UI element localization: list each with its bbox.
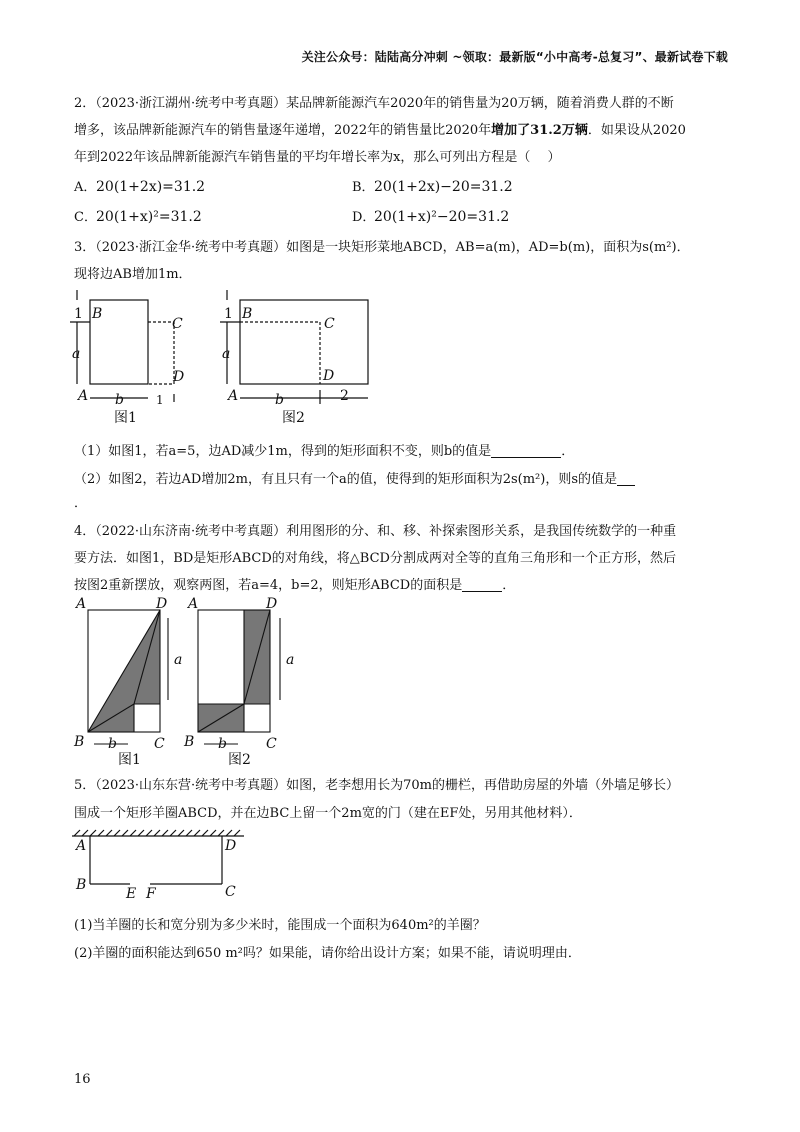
q4-fig1-label-C: C [154,736,165,752]
q3-fig2-rect [240,300,368,384]
q3-line2: 现将边AB增加1m． [74,267,192,282]
q4-fig2-label-C: C [266,736,277,752]
q4-fig1-label-D: D [156,596,168,612]
q3-fig1-label-A: A [78,388,89,404]
option-label: D． [352,210,376,225]
q4-figures [64,596,314,766]
q3-fig2-label-A: A [228,388,239,404]
q3-fig2-label-a: a [222,346,231,362]
q5-label-B: B [76,877,87,893]
q2-option-c[interactable] [74,206,202,225]
q4-fig1-caption: 图1 [118,752,141,766]
q5-wall-hatch [74,830,240,836]
q2-line3: 年到2022年该品牌新能源汽车销售量的平均年增长率为x，那么可列出方程是（ ） [74,150,561,165]
q5-sub1: (1)当羊圈的长和宽分别为多少米时，能围成一个面积为640m²的羊圈？ [74,918,486,933]
q3-sub1 [74,438,734,465]
q2-line2-bold: 增加了31.2万辆 [491,123,588,138]
q3-sub1-end: ． [561,444,575,459]
option-expr: 20(1+2x)=31.2 [96,179,206,195]
q4-fig1-label-a: a [174,652,183,668]
option-expr: 20(1+2x)−20=31.2 [374,179,513,195]
option-expr: 20(1+x)²−20=31.2 [374,209,510,225]
q3-fig1-label-b: b [115,392,124,408]
q4-line3-text: 按图2重新摆放，观察两图，若a=4，b=2，则矩形ABCD的面积是 [74,578,463,593]
q4-fig1-label-B: B [74,734,85,750]
q3-fig2-label-D: D [323,368,335,384]
page-number: 16 [74,1072,91,1087]
q5-figure [66,826,256,902]
q4-fig2-label-D: D [266,596,278,612]
q3-sub1-text: （1）如图1，若a=5，边AD减少1m，得到的矩形面积不变，则b的值是 [74,444,492,459]
q3-fig2-label-b: b [275,392,284,408]
q3-figures [60,286,400,432]
q3-line1: 3．（2023·浙江金华·统考中考真题）如图是一块矩形菜地ABCD，AB=a(m)，AD=b(m)，面积为s(m²)． [74,240,690,255]
q4-fig2-label-b: b [218,736,227,752]
q4-fig2-caption: 图2 [228,752,251,766]
q4-fig2-label-a: a [286,652,295,668]
q3-fig1-label-B: B [92,306,103,322]
q3-sub2-text: （2）如图2，若边AD增加2m，有且只有一个a的值，使得到的矩形面积为2s(m²)，则s的值是 [74,472,617,487]
q3-fig1-label-1: 1 [74,306,83,322]
q5-label-F: F [146,886,156,902]
q5-label-D: D [225,838,237,854]
q5-label-E: E [126,886,137,902]
q3-fig2-label-C: C [324,316,335,332]
q3-fig2-label-2: 2 [340,388,349,404]
q4-fig2-label-A: A [188,596,199,612]
q3-fig1-dashed [148,322,174,384]
q4-blank[interactable] [462,577,502,592]
q3-fig2-label-1: 1 [224,306,233,322]
q3-fig1-label-a: a [72,346,81,362]
q3-sub2-blank[interactable] [617,471,635,486]
q2-option-a[interactable] [74,176,205,195]
q3-fig1-label-C: C [172,316,183,332]
q3-fig2-label-B: B [242,306,253,322]
q3-fig1-caption: 图1 [114,410,137,426]
q5-label-A: A [76,838,87,854]
q2-option-d[interactable] [352,206,509,225]
q3-fig1-label-1b: 1 [156,393,164,407]
q4-line3-end: ． [502,578,516,593]
q4-line3 [74,572,734,599]
q4-fig2-label-B: B [184,734,195,750]
q5-line1: 5．（2023·山东东营·统考中考真题）如图，老李想用长为70m的栅栏，再借助房屋的外墙（外墙足够长） [74,778,679,793]
option-label: C． [74,210,97,225]
option-label: B． [352,180,375,195]
q3-sub1-blank[interactable] [491,443,561,458]
q2-line2-a: 增多，该品牌新能源汽车的销售量逐年递增，2022年的销售量比2020年 [74,123,492,138]
q2-line2-c: ．如果设从2020 [587,123,686,138]
option-label: A． [74,180,97,195]
q3-fig1-label-D: D [173,369,185,385]
q3-sub2 [74,466,734,493]
q2-option-b[interactable] [352,176,513,195]
q4-line1: 4．（2022·山东济南·统考中考真题）利用图形的分、和、移、补探索图形关系，是我国传统数学的一种重 [74,524,677,539]
q4-fig1-label-b: b [108,736,117,752]
q2-line2 [74,117,734,144]
q3-sub2-end: ． [74,496,88,511]
page-header: 关注公众号：陆陆高分冲刺 ~领取：最新版“小中高考-总复习”、最新试卷下载 [301,50,728,64]
q5-line2: 围成一个矩形羊圈ABCD，并在边BC上留一个2m宽的门（建在EF处，另用其他材料）． [74,806,582,821]
q3-fig2-caption: 图2 [282,410,305,426]
q2-line1: 2．（2023·浙江湖州·统考中考真题）某品牌新能源汽车2020年的销售量为20万辆，随着消费人群的不断 [74,96,674,111]
q4-line2: 要方法．如图1，BD是矩形ABCD的对角线，将△BCD分割成两对全等的直角三角形和一个正方形，然后 [74,551,676,566]
option-expr: 20(1+x)²=31.2 [96,209,202,225]
q5-label-C: C [225,884,236,900]
q5-sub2: (2)羊圈的面积能达到650 m²吗？如果能，请你给出设计方案；如果不能，请说明理由． [74,946,581,961]
q4-fig1-label-A: A [76,596,87,612]
